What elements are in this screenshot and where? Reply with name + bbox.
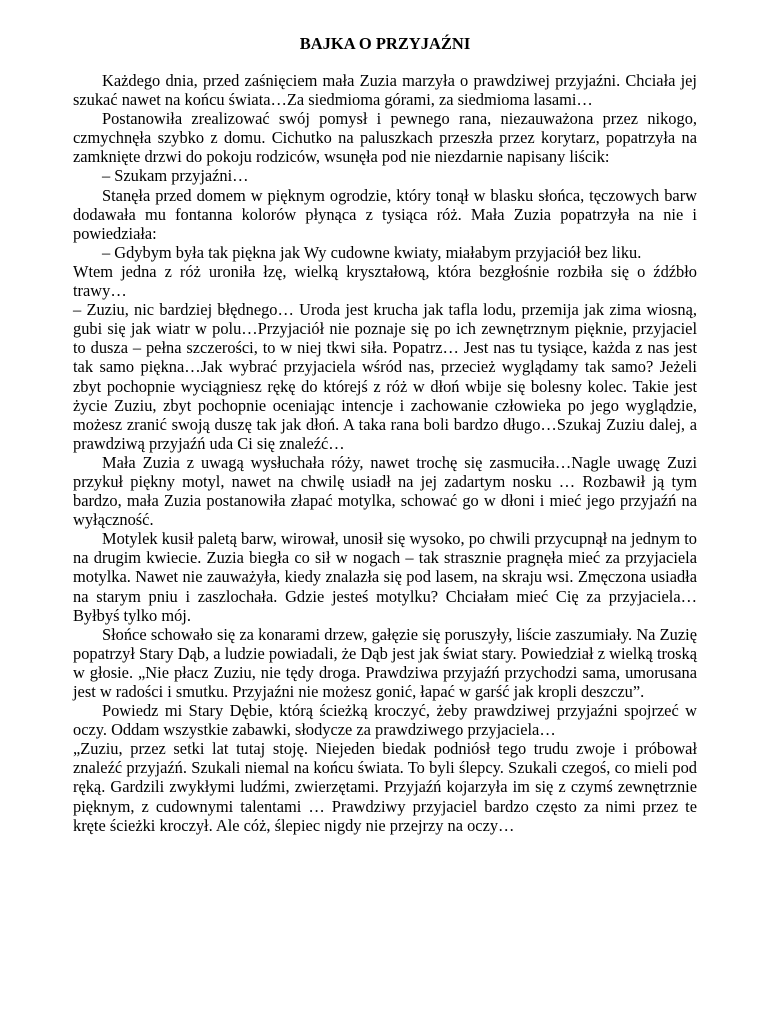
paragraph: – Gdybym była tak piękna jak Wy cudowne kwiaty, miałabym przyjaciół bez liku. — [102, 242, 642, 262]
paragraph: Wtem jedna z róż uroniła łzę, wielką kryształową, która bezgłośnie rozbiła się o źdźbło trawy… — [73, 261, 697, 301]
paragraph: „Zuziu, przez setki lat tutaj stoję. Niejeden biedak podniósł tego trudu zwoje i próbował znaleźć przyjaźń. Szukali niemal na końcu świata. To byli ślepcy. Szukali czegoś, co mieli pod ręką. Gardzili zwykłymi ludźmi, zwierzętami. Przyjaźń kojarzyła im się z czymś zewnętrznie pięknym, z cudownymi talentami … Prawdziwy przyjaciel bardzo często za nimi przez te kręte ścieżki kroczył. Ale cóż, ślepiec nigdy nie przejrzy na oczy… — [73, 739, 697, 835]
paragraph: – Szukam przyjaźni… — [102, 166, 249, 186]
paragraph: Motylek kusił paletą barw, wirował, unosił się wysoko, po chwili przycupnął na jednym to na drugim kwiecie. Zuzia biegła co sił w nogach – tak strasznie pragnęła mieć za przyjaciela motylka. Nawet nie zauważyła, kiedy znalazła się pod lasem, na skraju wsi. Zmęczona usiadła na starym pniu i zaszlochała. Gdzie jesteś motylku? Chciałam mieć Cię za przyjaciela…Byłbyś tylko mój. — [73, 529, 697, 625]
paragraph: Słońce schowało się za konarami drzew, gałęzie się poruszyły, liście zaszumiały. Na Zuzię popatrzył Stary Dąb, a ludzie powiadali, że Dąb jest jak świat stary. Powiedział z wielką troską w głosie. „Nie płacz Zuziu, nie tędy droga. Prawdziwa przyjaźń przychodzi sama, umorusana jest w radości i smutku. Przyjaźni nie możesz gonić, łapać w garść jak kropli deszczu”. — [73, 624, 697, 701]
paragraph: Stanęła przed domem w pięknym ogrodzie, który tonął w blasku słońca, tęczowych barw dodawała mu fontanna kolorów płynąca z tysiąca róż. Mała Zuzia popatrzyła na nie i powiedziała: — [73, 185, 697, 243]
paragraph: Każdego dnia, przed zaśnięciem mała Zuzia marzyła o prawdziwej przyjaźni. Chciała jej szukać nawet na końcu świata…Za siedmioma górami, za siedmioma lasami… — [73, 71, 697, 110]
paragraph: Postanowiła zrealizować swój pomysł i pewnego rana, niezauważona przez nikogo, czmychnęła szybko z domu. Cichutko na paluszkach przeszła przez korytarz, popatrzyła na zamknięte drzwi do pokoju rodziców, wsunęła pod nie niezdarnie napisany liścik: — [73, 109, 697, 167]
document-title: BAJKA O PRZYJAŹNI — [299, 34, 471, 53]
paragraph: Powiedz mi Stary Dębie, którą ścieżką kroczyć, żeby prawdziwej przyjaźni spojrzeć w oczy. Oddam wszystkie zabawki, słodycze za prawdziwego przyjaciela… — [73, 701, 697, 740]
paragraph: Mała Zuzia z uwagą wysłuchała róży, nawet trochę się zasmuciła…Nagle uwagę Zuzi przykuł piękny motyl, nawet na chwilę usiadł na jej zadartym nosku … Rozbawił ją tym bardzo, mała Zuzia postanowiła złapać motylka, schować go w dłoni i mieć jego przyjaźń na wyłączność. — [73, 452, 697, 530]
paragraph: – Zuziu, nic bardziej błędnego… Uroda jest krucha jak tafla lodu, przemija jak zima wiosną, gubi się jak wiatr w polu…Przyjaciół nie poznaje się po ich zewnętrznym pięknie, przyjaciel to dusza – pełna szczerości, to w niej tkwi siła. Popatrz… Jest nas tu tysiące, każda z nas jest tak samo piękna…Jak wybrać przyjaciela wśród nas, przecież wyglądamy tak samo? Jeżeli zbyt pochopnie wyciągniesz rękę do którejś z róż w dłoń wbije się bolesny kolec. Takie jest życie Zuziu, zbyt pochopnie oceniając intencje i zachowanie człowieka po jego wyglądzie, możesz zranić swoją duszę tak jak dłoń. A taka rana boli bardzo długo…Szukaj Zuziu dalej, a prawdziwą przyjaźń uda Ci się znaleźć… — [73, 300, 697, 453]
